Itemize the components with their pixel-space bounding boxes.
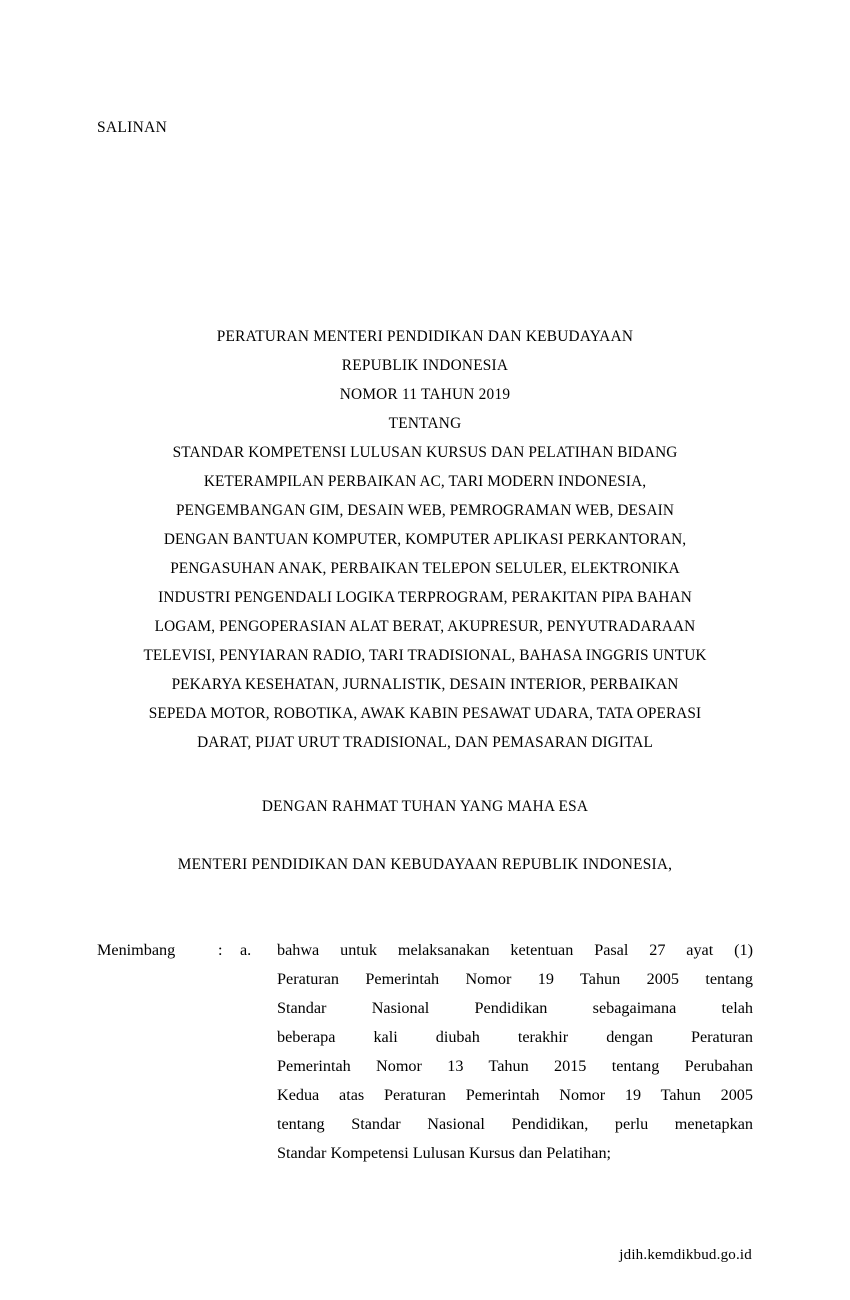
title-line: DARAT, PIJAT URUT TRADISIONAL, DAN PEMASARAN DIGITAL bbox=[197, 734, 653, 751]
title-line: STANDAR KOMPETENSI LULUSAN KURSUS DAN PELATIHAN BIDANG bbox=[172, 444, 678, 461]
considerans-section bbox=[97, 936, 753, 1168]
considerans-line: Standar Nasional Pendidikan sebagaimana telah bbox=[277, 999, 753, 1017]
footer-watermark: jdih.kemdikbud.go.id bbox=[619, 1247, 752, 1263]
considerans-line: Peraturan Pemerintah Nomor 19 Tahun 2005 tentang bbox=[277, 970, 753, 988]
title-line: PEKARYA KESEHATAN, JURNALISTIK, DESAIN INTERIOR, PERBAIKAN bbox=[171, 676, 679, 693]
title-line: PENGASUHAN ANAK, PERBAIKAN TELEPON SELULER, ELEKTRONIKA bbox=[170, 560, 680, 577]
heading-line-ministry: PERATURAN MENTERI PENDIDIKAN DAN KEBUDAYAAN bbox=[216, 328, 634, 345]
title-line: LOGAM, PENGOPERASIAN ALAT BERAT, AKUPRESUR, PENYUTRADARAAN bbox=[154, 618, 696, 635]
copy-mark: SALINAN bbox=[97, 119, 168, 136]
considerans-line: bahwa untuk melaksanakan ketentuan Pasal 27 ayat (1) bbox=[277, 941, 753, 959]
heading-line-republic: REPUBLIK INDONESIA bbox=[341, 357, 509, 374]
authority-line: MENTERI PENDIDIKAN DAN KEBUDAYAAN REPUBLIK INDONESIA, bbox=[177, 856, 673, 873]
title-line: DENGAN BANTUAN KOMPUTER, KOMPUTER APLIKASI PERKANTORAN, bbox=[163, 531, 687, 548]
considerans-line: Standar Kompetensi Lulusan Kursus dan Pelatihan; bbox=[277, 1144, 612, 1162]
title-line: TELEVISI, PENYIARAN RADIO, TARI TRADISIONAL, BAHASA INGGRIS UNTUK bbox=[143, 647, 707, 664]
invocation-line: DENGAN RAHMAT TUHAN YANG MAHA ESA bbox=[261, 798, 589, 815]
considerans-line: Kedua atas Peraturan Pemerintah Nomor 19 Tahun 2005 bbox=[277, 1086, 753, 1104]
considerans-line: tentang Standar Nasional Pendidikan, perlu menetapkan bbox=[277, 1115, 753, 1133]
considerans-line: beberapa kali diubah terakhir dengan Peraturan bbox=[277, 1028, 753, 1046]
considerans-body bbox=[277, 936, 753, 1168]
title-line: PENGEMBANGAN GIM, DESAIN WEB, PEMROGRAMAN WEB, DESAIN bbox=[175, 502, 675, 519]
considerans-item-marker: a. bbox=[240, 941, 252, 959]
title-line: SEPEDA MOTOR, ROBOTIKA, AWAK KABIN PESAWAT UDARA, TATA OPERASI bbox=[148, 705, 702, 722]
heading-line-about: TENTANG bbox=[388, 415, 462, 432]
title-line: KETERAMPILAN PERBAIKAN AC, TARI MODERN INDONESIA, bbox=[203, 473, 647, 490]
title-line: INDUSTRI PENGENDALI LOGIKA TERPROGRAM, PERAKITAN PIPA BAHAN bbox=[158, 589, 692, 606]
considerans-label: Menimbang bbox=[97, 941, 176, 959]
considerans-line: Pemerintah Nomor 13 Tahun 2015 tentang Perubahan bbox=[277, 1057, 753, 1075]
considerans-colon: : bbox=[218, 941, 223, 959]
document-heading-block bbox=[97, 322, 753, 757]
considerans-row bbox=[97, 936, 753, 1168]
heading-line-number: NOMOR 11 TAHUN 2019 bbox=[339, 386, 511, 403]
